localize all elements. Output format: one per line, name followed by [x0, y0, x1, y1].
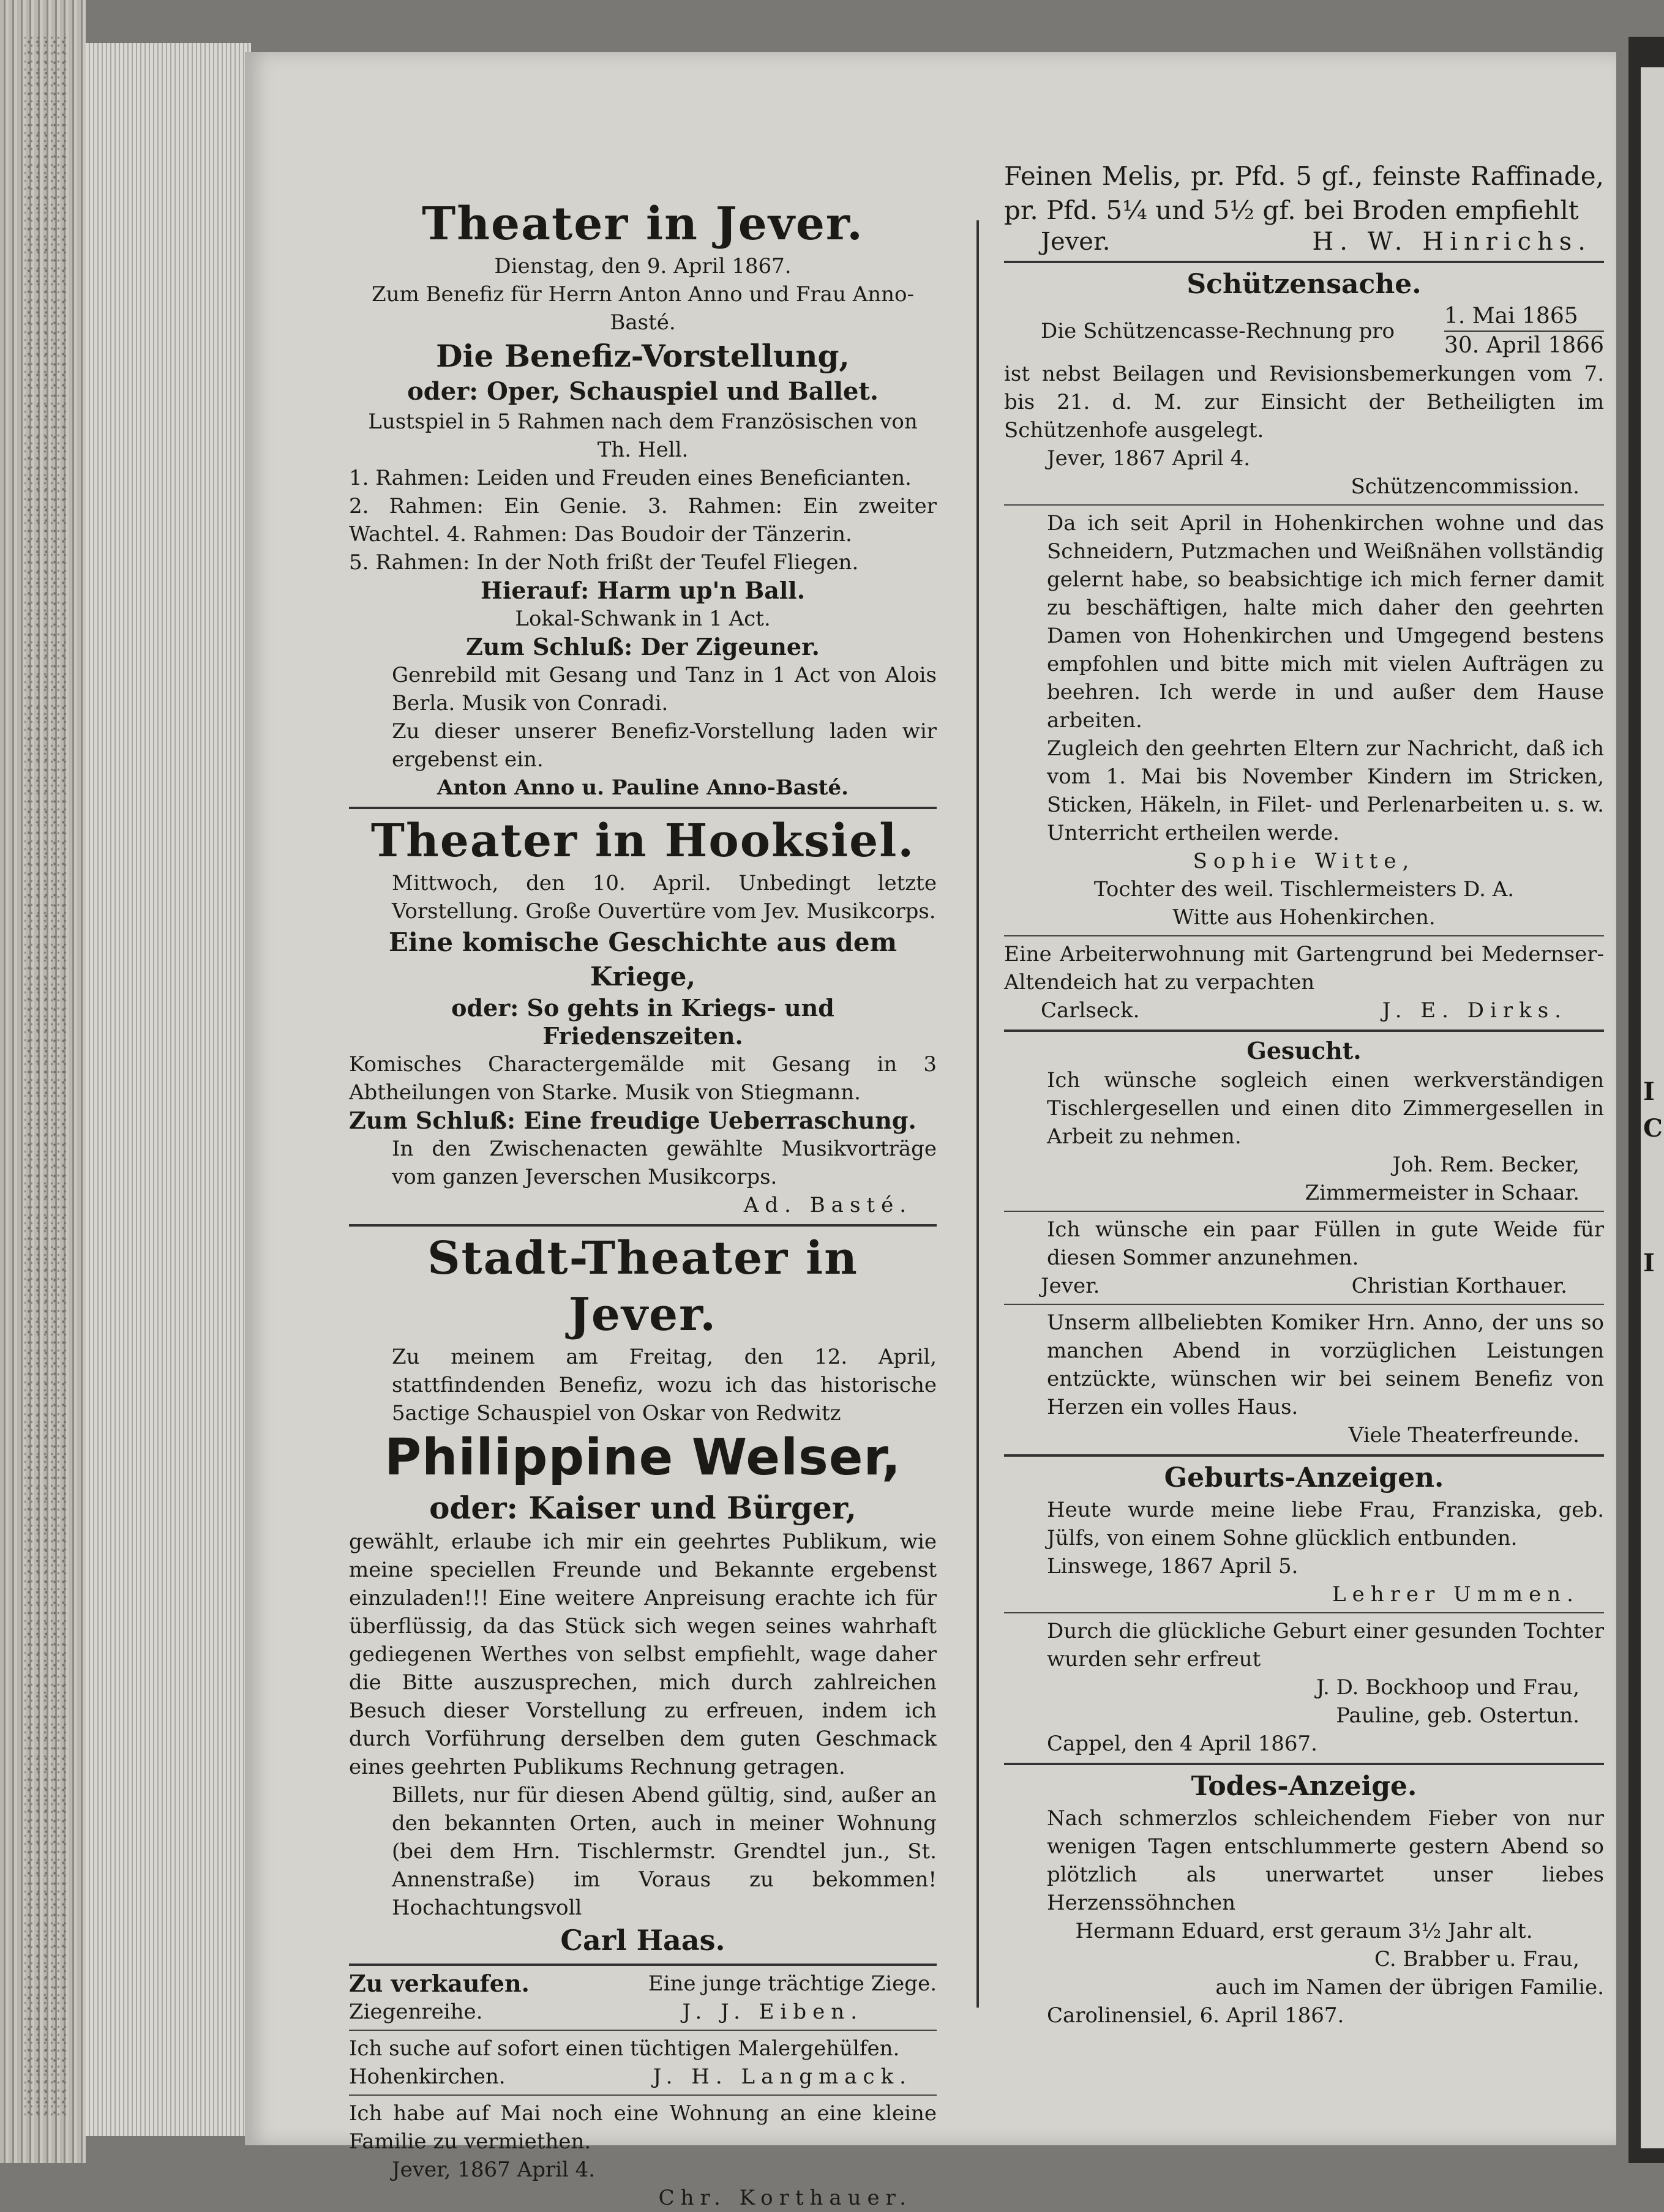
ad-geburt-tochter — [1004, 1617, 1604, 1765]
ad-arbeiterwohnung — [1004, 940, 1604, 1032]
ad-name: Christian Korthauer. — [1351, 1274, 1567, 1298]
ad-title: Geburts-Anzeigen. — [1164, 1462, 1444, 1493]
ad-separator — [1004, 1612, 1604, 1613]
ad-malergehuelfe — [349, 2035, 937, 2096]
ad-signature-line: Witte aus Hohenkirchen. — [1172, 905, 1436, 930]
ad-separator — [349, 1224, 937, 1227]
rahmen-2-4: 2. Rahmen: Ein Genie. 3. Rahmen: Ein zweiter Wachtel. 4. Rahmen: Das Boudoir der Tänzerin. — [349, 494, 937, 547]
ad-ziege — [349, 1970, 937, 2031]
ad-text: Da ich seit April in Hohenkirchen wohne und das Schneidern, Putzmachen und Weißnähen vollständig gelernt habe, so beabsichtige ich mich ferner damit zu beschäftigen, halte mich daher den geehrten Damen von Hohenkirchen und Umgegend bestens empfohlen und bitte mich mit vielen Aufträgen zu beehren. Ich werde in und außer dem Hause arbeiten. — [1047, 511, 1604, 733]
ad-text: Ich habe auf Mai noch eine Wohnung an eine kleine Familie zu vermiethen. — [349, 2101, 937, 2154]
play-title: Eine komische Geschichte aus dem Kriege, — [388, 927, 898, 992]
ad-separator — [349, 2094, 937, 2096]
ad-name: J. J. Eiben. — [682, 2000, 863, 2024]
ad-text: Feinen Melis, pr. Pfd. 5 gf., feinste Raffinade, pr. Pfd. 5¼ und 5½ gf. bei Broden empfiehlt — [1004, 161, 1604, 225]
page-stack-edges — [86, 43, 251, 2136]
ad-place: Jever. — [1041, 228, 1111, 256]
ad-text: Durch die glückliche Geburt einer gesunden Tochter wurden sehr erfreut — [1047, 1619, 1604, 1672]
facing-page-fragment: C — [1643, 1114, 1663, 1143]
ad-date: Jever, 1867 April 4. — [392, 2158, 596, 2182]
schluss-line: Zum Schluß: Eine freudige Ueberraschung. — [349, 1107, 916, 1134]
ad-separator — [1004, 261, 1604, 263]
invite-line: Zu dieser unserer Benefiz-Vorstellung laden wir ergebenst ein. — [392, 719, 937, 772]
ad-separator — [1004, 935, 1604, 936]
ad-text: Heute wurde meine liebe Frau, Franziska, geb. Jülfs, von einem Sohne glücklich entbunden. — [1047, 1498, 1604, 1550]
left-column — [349, 159, 937, 2212]
ad-place: Carlseck. — [1041, 998, 1140, 1023]
hierauf-line: Hierauf: Harm up'n Ball. — [481, 577, 805, 604]
ad-separator — [1004, 1029, 1604, 1032]
date-from: 1. Mai 1865 — [1444, 304, 1578, 329]
ad-benefit-line: Zum Benefiz für Herrn Anton Anno und Frau Anno-Basté. — [371, 282, 915, 335]
ad-intro: Zu meinem am Freitag, den 12. April, stattfindenden Benefiz, wozu ich das historische 5actige Schauspiel von Oskar von Redwitz — [392, 1345, 937, 1425]
ad-theaterfreunde — [1004, 1309, 1604, 1457]
ad-signature-line: Zimmermeister in Schaar. — [1305, 1181, 1580, 1205]
ad-signature: Joh. Rem. Becker, — [1392, 1153, 1580, 1177]
ad-name: J. E. Dirks. — [1382, 998, 1567, 1023]
ad-separator — [1004, 504, 1604, 506]
ad-separator — [1004, 1454, 1604, 1457]
schluss-line: Zum Schluß: Der Zigeuner. — [466, 633, 820, 660]
ad-separator — [349, 807, 937, 809]
rahmen-5: 5. Rahmen: In der Noth frißt der Teufel Fliegen. — [349, 550, 859, 575]
ad-text: Mittwoch, den 10. April. Unbedingt letzte Vorstellung. Große Ouvertüre vom Jev. Musikcorps. — [392, 871, 937, 924]
right-column — [1004, 159, 1604, 2030]
ad-title: Theater in Hooksiel. — [370, 815, 915, 867]
facing-page-fragment: I — [1643, 1077, 1655, 1106]
play-subtitle: oder: Kaiser und Bürger, — [429, 1490, 856, 1526]
ad-gesucht — [1004, 1036, 1604, 1212]
ad-melis — [1004, 159, 1604, 263]
ad-title: Theater in Jever. — [422, 198, 864, 250]
ad-signature: Ad. Basté. — [743, 1193, 912, 1217]
ad-signature: Anton Anno u. Pauline Anno-Basté. — [437, 775, 849, 800]
date-to: 30. April 1866 — [1444, 331, 1604, 360]
ad-signature: Lehrer Ummen. — [1332, 1582, 1580, 1607]
ad-date: Linswege, 1867 April 5. — [1047, 1554, 1299, 1579]
ad-theater-hooksiel — [349, 813, 937, 1227]
ad-schuetzensache — [1004, 267, 1604, 506]
ad-body: gewählt, erlaube ich mir ein geehrtes Publikum, wie meine speciellen Freunde und Bekannte ergebenst einzuladen!!! Eine weitere Anpreisung erachte ich für überflüssig, da das Stück sich wegen seines wahrhaft gediegenen Werthes von selbst empfiehlt, wage daher die Bitte auszusprechen, mich durch zahlreichen Besuch dieser Vorstellung zu erfreuen, indem ich durch Vorführung derselben dem guten Geschmack eines geehrten Publikums Rechnung getragen. — [349, 1530, 937, 1779]
ad-title: Stadt-Theater in Jever. — [427, 1232, 858, 1341]
ad-signature: Viele Theaterfreunde. — [1348, 1423, 1580, 1448]
ad-signature-line: auch im Namen der übrigen Familie. — [1215, 1975, 1604, 2000]
ad-signature-line: Tochter des weil. Tischlermeisters D. A. — [1093, 877, 1515, 902]
ad-signature: Sophie Witte, — [1193, 849, 1415, 873]
ad-date: Jever, 1867 April 4. — [1047, 446, 1251, 471]
facing-page-strip — [1641, 67, 1664, 2148]
ad-schneiderin — [1004, 509, 1604, 936]
billets-line: Billets, nur für diesen Abend gültig, sind, außer an den bekannten Orten, auch in meiner Wohnung (bei dem Hrn. Tischlermstr. Grendtel jun., St. Annenstraße) im Voraus zu bekommen! Hochachtungsvoll — [392, 1783, 937, 1920]
show-subtitle: oder: Oper, Schauspiel und Ballet. — [407, 377, 879, 406]
show-title: Die Benefiz-Vorstellung, — [436, 338, 850, 374]
ad-text: Ich wünsche sogleich einen werkverständigen Tischlergesellen und einen dito Zimmergesellen in Arbeit zu nehmen. — [1047, 1068, 1604, 1149]
ad-date: Dienstag, den 9. April 1867. — [494, 254, 792, 278]
ad-separator — [1004, 1763, 1604, 1765]
ad-name: H. W. Hinrichs. — [1312, 228, 1592, 256]
binding-speckle-pattern — [24, 37, 67, 2118]
ad-signature-line: Pauline, geb. Ostertun. — [1336, 1703, 1580, 1728]
ad-place: Ziegenreihe. — [349, 2000, 483, 2024]
ad-separator — [1004, 1304, 1604, 1305]
ad-title: Schützensache. — [1186, 269, 1422, 300]
ad-text: Ich wünsche ein paar Füllen in gute Weide für diesen Sommer anzunehmen. — [1047, 1217, 1604, 1270]
ad-place: Jever. — [1041, 1274, 1100, 1298]
deceased-name-line: Hermann Eduard, erst geraum 3½ Jahr alt. — [1075, 1919, 1533, 1943]
play-description: Komisches Charactergemälde mit Gesang in 3 Abtheilungen von Starke. Musik von Stiegmann. — [349, 1052, 937, 1105]
ad-text: Nach schmerzlos schleichendem Fieber von nur wenigen Tagen entschlummerte gestern Abend so plötzlich als unerwartet unser liebes Herzenssöhnchen — [1047, 1806, 1604, 1915]
play-title: Philippine Welser, — [384, 1429, 902, 1487]
ad-separator — [1004, 1211, 1604, 1212]
ad-text: Eine junge trächtige Ziege. — [648, 1971, 937, 1996]
ad-place: Hohenkirchen. — [349, 2064, 506, 2089]
ad-title: Todes-Anzeige. — [1191, 1771, 1417, 1802]
ad-separator — [349, 1964, 937, 1966]
ad-date: Cappel, den 4 April 1867. — [1047, 1732, 1317, 1756]
ad-theater-jever — [349, 159, 937, 809]
ad-todes-anzeige — [1004, 1769, 1604, 2030]
ad-text: ist nebst Beilagen und Revisionsbemerkungen vom 7. bis 21. d. M. zur Einsicht der Betheiligten im Schützenhofe ausgelegt. — [1004, 362, 1604, 443]
ad-stadt-theater — [349, 1230, 937, 1966]
ad-text: Ich suche auf sofort einen tüchtigen Malergehülfen. — [349, 2036, 900, 2061]
music-line: In den Zwischenacten gewählte Musikvorträge vom ganzen Jeverschen Musikcorps. — [392, 1137, 937, 1189]
rahmen-1: 1. Rahmen: Leiden und Freuden eines Beneficianten. — [349, 466, 912, 490]
ad-date: Carolinensiel, 6. April 1867. — [1047, 2003, 1344, 2028]
ad-name: Chr. Korthauer. — [658, 2186, 912, 2210]
play-subtitle: oder: So gehts in Kriegs- und Friedenszeiten. — [451, 994, 834, 1050]
ad-signature: Carl Haas. — [560, 1924, 725, 1957]
ad-name: J. H. Langmack. — [653, 2064, 912, 2089]
column-divider — [976, 220, 979, 2008]
ad-signature: Schützencommission. — [1351, 474, 1580, 499]
ad-separator — [349, 2030, 937, 2031]
ad-text-pre: Die Schützencasse-Rechnung pro — [1041, 319, 1395, 343]
ad-geburts-anzeigen — [1004, 1460, 1604, 1613]
lokal-line: Lokal-Schwank in 1 Act. — [515, 607, 771, 631]
ad-heading: Zu verkaufen. — [349, 1970, 530, 1997]
ad-wohnung — [349, 2099, 937, 2212]
facing-page-fragment: I — [1643, 1249, 1655, 1277]
ad-signature: J. D. Bockhoop und Frau, — [1316, 1675, 1580, 1700]
ad-text-2: Zugleich den geehrten Eltern zur Nachricht, daß ich vom 1. Mai bis November Kindern im Stricken, Sticken, Häkeln, in Filet- und Perlenarbeiten u. s. w. Unterricht ertheilen werde. — [1047, 736, 1604, 845]
ad-signature: C. Brabber u. Frau, — [1374, 1947, 1580, 1971]
ad-fuellen — [1004, 1216, 1604, 1305]
ad-title: Gesucht. — [1246, 1037, 1362, 1064]
ad-text: Eine Arbeiterwohnung mit Gartengrund bei Medernser-Altendeich hat zu verpachten — [1004, 942, 1604, 995]
ad-text: Unserm allbeliebten Komiker Hrn. Anno, der uns so manchen Abend in vorzüglichen Leistungen entzückte, wünschen wir bei seinem Benefiz von Herzen ein volles Haus. — [1047, 1310, 1604, 1419]
lustspiel-line: Lustspiel in 5 Rahmen nach dem Französischen von Th. Hell. — [368, 409, 918, 462]
genre-line: Genrebild mit Gesang und Tanz in 1 Act von Alois Berla. Musik von Conradi. — [392, 663, 937, 716]
